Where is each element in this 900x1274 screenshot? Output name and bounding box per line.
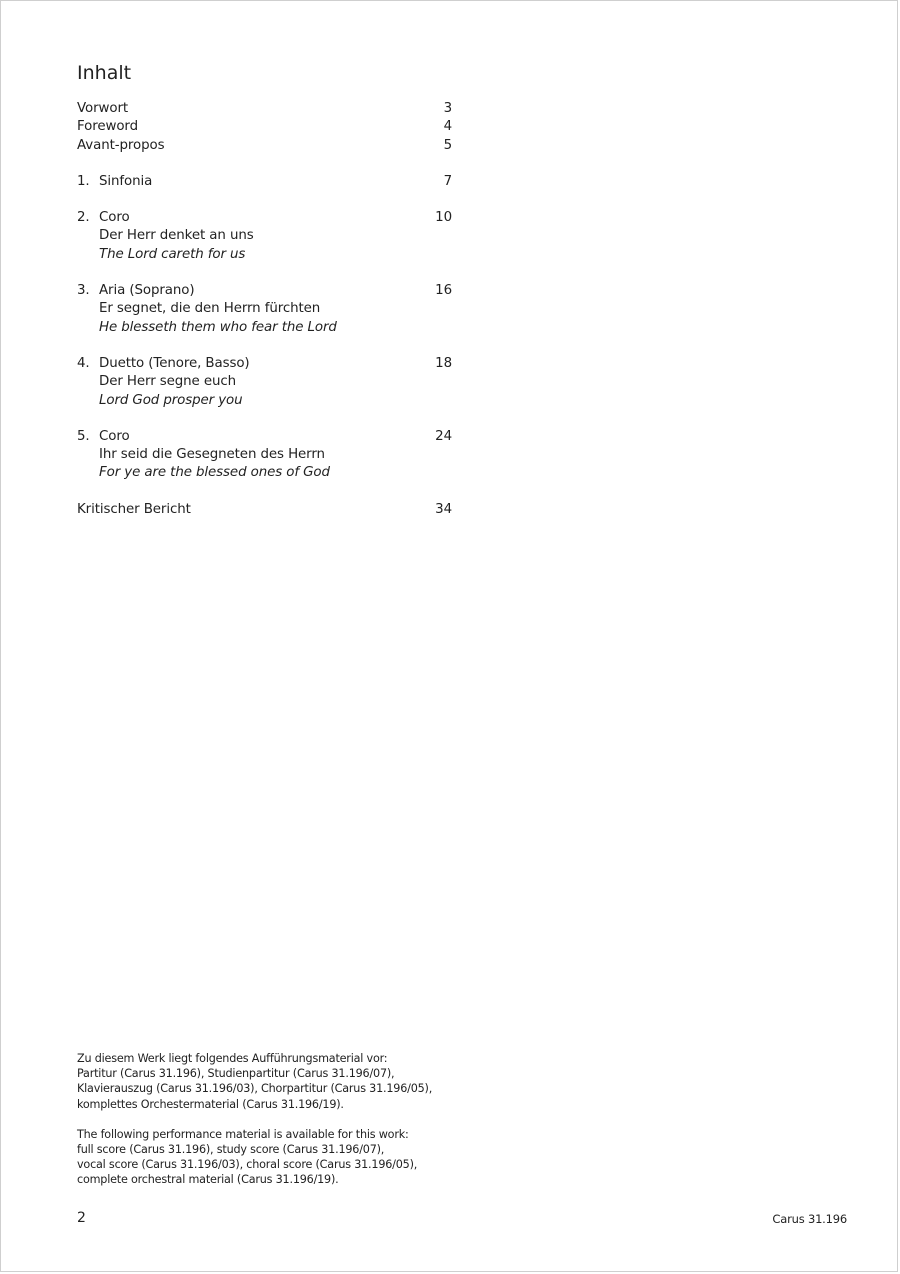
page-title: Inhalt: [77, 62, 132, 84]
notes-english: [77, 1127, 507, 1188]
movement-title: Coro: [99, 428, 130, 444]
toc-page-number: 7: [443, 173, 452, 189]
movement-english-text: Lord God prosper you: [99, 392, 243, 408]
note-line: The following performance material is available for this work:: [77, 1127, 409, 1141]
toc-label: Vorwort: [77, 101, 129, 116]
toc-label: Kritischer Bericht: [77, 501, 191, 517]
movement-german-text: Ihr seid die Gesegneten des Herrn: [99, 447, 325, 463]
note-line: Partitur (Carus 31.196), Studienpartitur (Carus 31.196/07),: [77, 1067, 395, 1081]
toc-entry-movement-3: [77, 282, 452, 300]
note-line: Zu diesem Werk liegt folgendes Aufführungsmaterial vor:: [77, 1052, 388, 1065]
movement-number: 4.: [77, 355, 90, 371]
toc-entry-movement-4: [77, 355, 452, 373]
movement-german-text: Er segnet, die den Herrn fürchten: [99, 301, 321, 317]
toc-page-number: 18: [435, 355, 452, 371]
toc-page-number: 4: [443, 119, 452, 135]
notes-german: [77, 1051, 507, 1112]
page-number: 2: [77, 1210, 86, 1226]
movement-german-text: Der Herr denket an uns: [99, 228, 254, 244]
note-line: complete orchestral material (Carus 31.196/19).: [77, 1173, 339, 1187]
movement-number: 2.: [77, 210, 90, 226]
note-line: komplettes Orchestermaterial (Carus 31.196/19).: [77, 1097, 344, 1111]
toc-page-number: 10: [435, 210, 452, 226]
movement-title: Aria (Soprano): [99, 283, 195, 299]
toc-page-number: 16: [435, 283, 452, 299]
movement-english-text: He blesseth them who fear the Lord: [99, 319, 337, 335]
toc-entry-movement-1: [77, 173, 452, 191]
movement-english-text: The Lord careth for us: [99, 246, 246, 262]
toc-entry-movement-2: [77, 209, 452, 227]
toc-page-number: 5: [443, 137, 452, 153]
movement-title: Coro: [99, 210, 130, 226]
movement-german-text: Der Herr segne euch: [99, 374, 237, 390]
toc-entry-foreword: [77, 118, 452, 136]
note-line: Klavierauszug (Carus 31.196/03), Chorpartitur (Carus 31.196/05),: [77, 1082, 433, 1096]
toc-page-number: 24: [435, 428, 452, 444]
note-line: vocal score (Carus 31.196/03), choral score (Carus 31.196/05),: [77, 1158, 418, 1172]
movement-title: Sinfonia: [99, 173, 153, 189]
movement-number: 3.: [77, 283, 90, 299]
toc-page-number: 34: [435, 501, 452, 517]
toc-label: Foreword: [77, 119, 138, 135]
toc-page-number: 3: [443, 101, 452, 116]
toc-entry-critical-report: [77, 501, 452, 519]
performance-material-notes: [77, 1051, 507, 1188]
toc-entry-avant-propos: [77, 137, 452, 155]
toc-label: Avant-propos: [77, 137, 165, 153]
table-of-contents: [77, 100, 452, 519]
toc-entry-movement-5: [77, 428, 452, 446]
note-line: full score (Carus 31.196), study score (Carus 31.196/07),: [77, 1143, 385, 1157]
catalog-reference: Carus 31.196: [772, 1212, 847, 1226]
movement-number: 1.: [77, 173, 90, 189]
toc-entry-vorwort: [77, 100, 452, 118]
movement-english-text: For ye are the blessed ones of God: [99, 465, 330, 481]
movement-number: 5.: [77, 428, 90, 444]
movement-title: Duetto (Tenore, Basso): [99, 355, 250, 371]
